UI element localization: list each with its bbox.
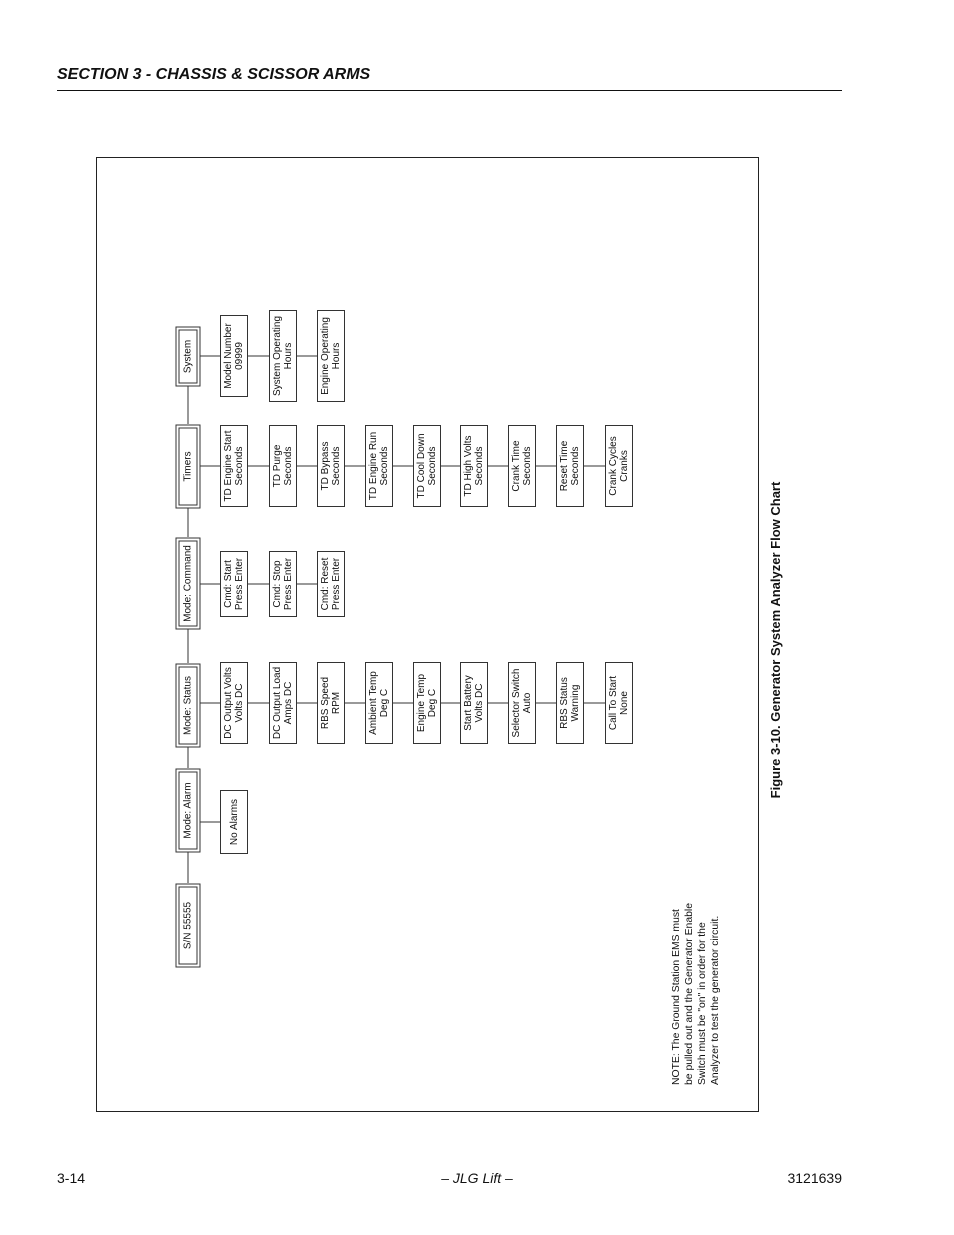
figure-caption: Figure 3-10. Generator System Analyzer Flow Chart (768, 481, 783, 799)
figure-caption-wrap (765, 470, 954, 799)
menu-item-2-0 (220, 662, 248, 744)
menu-item-4-0-label: TD Engine Start Seconds (223, 430, 245, 502)
note-text: NOTE: The Ground Station EMS must be pulled out and the Generator Enable Switch must be "on" in order for the Analyzer to test the generator circuit. (671, 903, 721, 1085)
menu-item-4-7-label: Reset Time Seconds (559, 440, 581, 492)
menu-item-2-7-label: RBS Status Warning (559, 677, 581, 729)
menu-item-3-0 (220, 551, 248, 617)
section-header: SECTION 3 - CHASSIS & SCISSOR ARMS (57, 66, 371, 83)
menu-item-2-5-label: Start Battery Volts DC (463, 675, 485, 731)
menu-item-4-4 (413, 425, 441, 507)
menu-head-5 (176, 326, 201, 386)
menu-item-3-0-label: Cmd: Start Press Enter (223, 557, 245, 611)
menu-item-4-2-label: TD Bypass Seconds (320, 441, 342, 491)
menu-head-1-label: Mode: Alarm (182, 781, 194, 839)
menu-item-1-0 (220, 790, 248, 854)
menu-item-5-0-label: Model Number 09999 (223, 323, 245, 389)
menu-item-5-1 (269, 310, 297, 402)
menu-item-4-8 (605, 425, 633, 507)
menu-item-4-5 (460, 425, 488, 507)
menu-head-4-label: Timers (182, 450, 194, 482)
menu-item-3-2 (317, 551, 345, 617)
menu-item-2-5 (460, 662, 488, 744)
menu-item-2-8 (605, 662, 633, 744)
menu-head-0-label: S/N 55555 (182, 901, 194, 949)
menu-head-0 (176, 883, 201, 967)
menu-item-4-2 (317, 425, 345, 507)
menu-item-4-5-label: TD High Volts Seconds (463, 435, 485, 497)
menu-head-4 (176, 424, 201, 508)
menu-item-3-1 (269, 551, 297, 617)
menu-item-4-6-label: Crank Time Seconds (511, 440, 533, 492)
menu-item-5-2 (317, 310, 345, 402)
footer-doc-number: 3121639 (787, 1170, 842, 1186)
menu-item-2-8-label: Call To Start None (608, 675, 630, 731)
menu-item-4-1 (269, 425, 297, 507)
menu-item-5-1-label: System Operating Hours (272, 315, 294, 397)
menu-item-4-3-label: TD Engine Run Seconds (368, 431, 390, 501)
menu-item-2-3-label: Ambient Temp Deg C (368, 671, 390, 735)
footer-center: – JLG Lift – (441, 1170, 513, 1186)
menu-item-2-7 (556, 662, 584, 744)
menu-item-2-4 (413, 662, 441, 744)
menu-item-2-4-label: Engine Temp Deg C (416, 673, 438, 733)
menu-item-1-0-label: No Alarms (228, 798, 240, 846)
menu-item-4-8-label: Crank Cycles Cranks (608, 436, 630, 496)
menu-item-3-1-label: Cmd: Stop Press Enter (272, 557, 294, 611)
menu-item-2-6 (508, 662, 536, 744)
menu-item-4-6 (508, 425, 536, 507)
menu-item-2-6-label: Selector Switch Auto (511, 668, 533, 738)
menu-item-4-0 (220, 425, 248, 507)
menu-head-2 (176, 663, 201, 747)
menu-item-2-3 (365, 662, 393, 744)
menu-head-1 (176, 768, 201, 852)
menu-item-2-1 (269, 662, 297, 744)
menu-item-2-2 (317, 662, 345, 744)
menu-item-2-0-label: DC Output Volts Volts DC (223, 667, 245, 739)
menu-item-4-4-label: TD Cool Down Seconds (416, 433, 438, 499)
footer-page-number: 3-14 (57, 1170, 86, 1186)
menu-head-3 (176, 537, 201, 629)
menu-item-4-7 (556, 425, 584, 507)
menu-item-4-1-label: TD Purge Seconds (272, 444, 294, 488)
menu-item-2-1-label: DC Output Load Amps DC (272, 666, 294, 740)
menu-head-5-label: System (182, 339, 194, 373)
menu-head-2-label: Mode: Status (182, 675, 194, 735)
menu-item-2-2-label: RBS Speed RPM (320, 676, 342, 730)
menu-head-3-label: Mode: Command (182, 544, 194, 622)
menu-item-3-2-label: Cmd: Reset Press Enter (320, 557, 342, 611)
menu-item-5-0 (220, 315, 248, 397)
menu-item-5-2-label: Engine Operating Hours (320, 317, 342, 395)
menu-item-4-3 (365, 425, 393, 507)
